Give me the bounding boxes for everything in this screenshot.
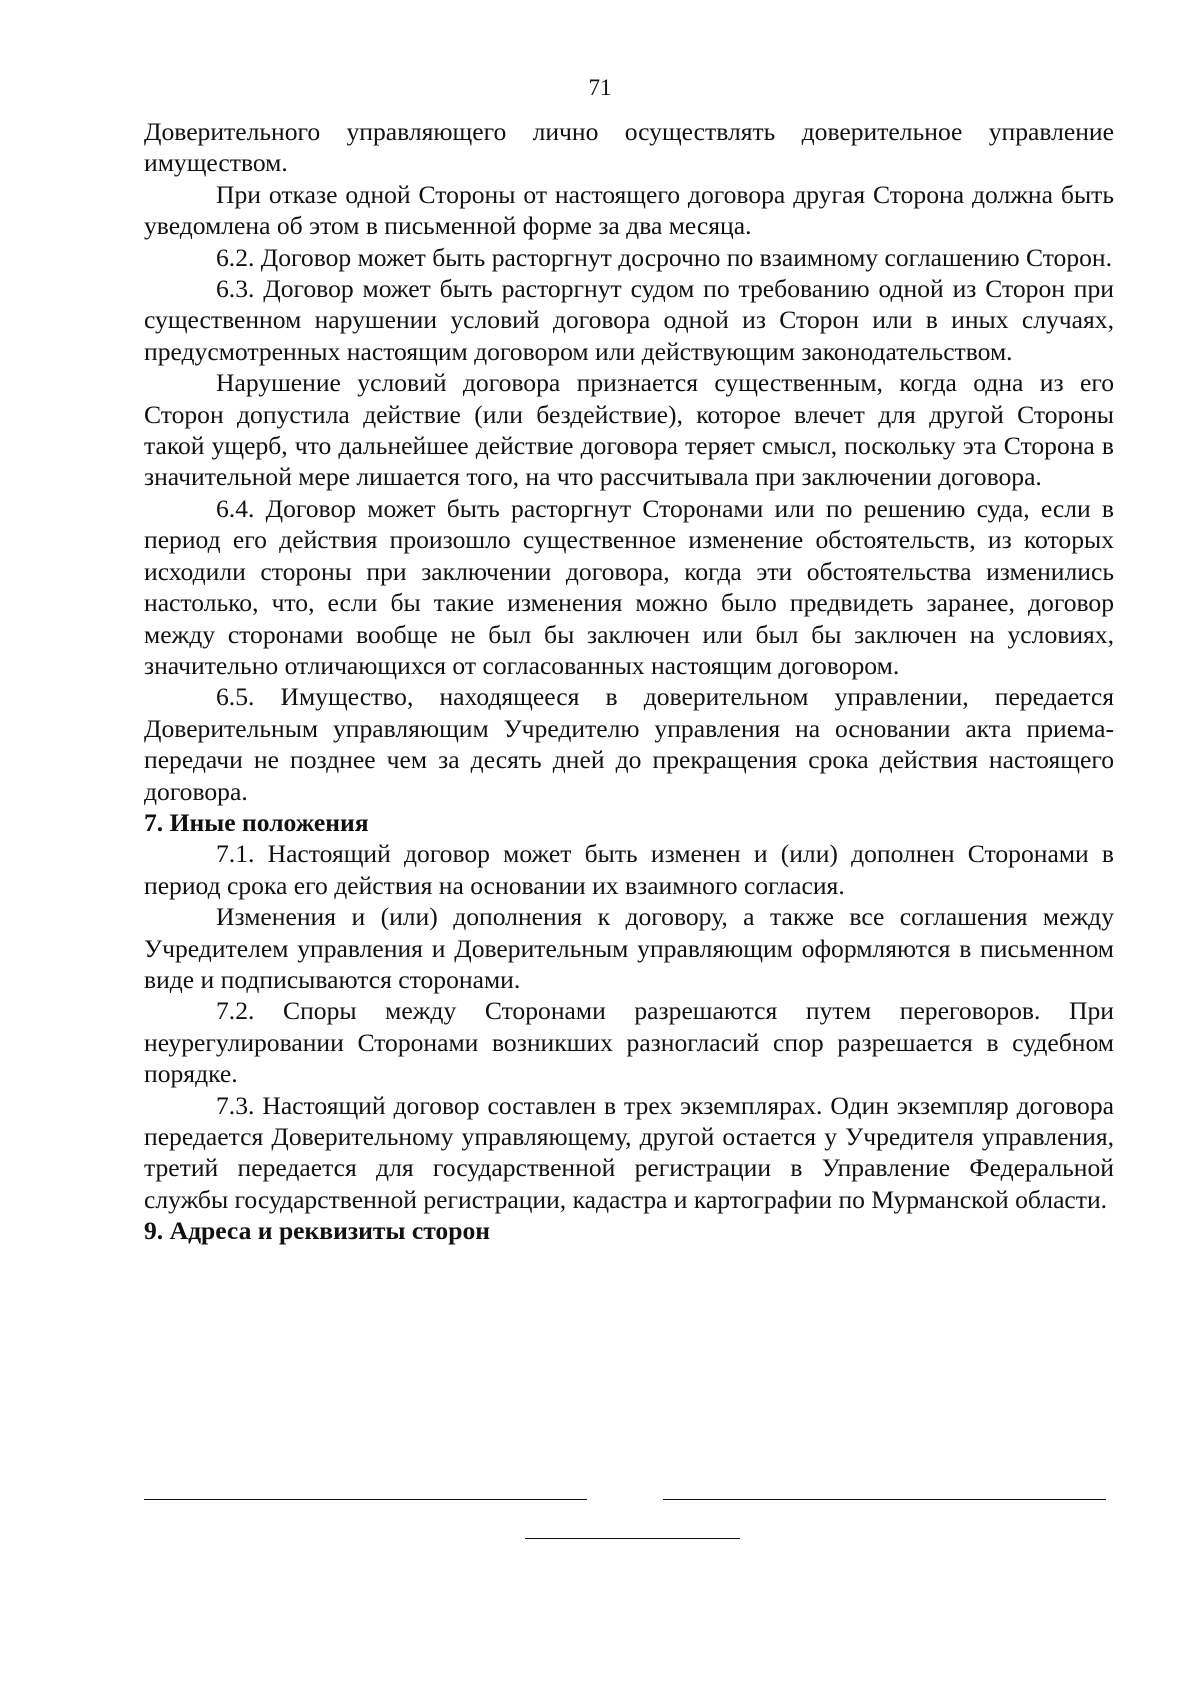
paragraph: При отказе одной Стороны от настоящего договора другая Сторона должна быть уведомлена об этом в письменной форме за два месяца. bbox=[144, 179, 1114, 241]
paragraph: Доверительного управляющего лично осуществлять доверительное управление имуществом. bbox=[144, 117, 1114, 178]
document-body bbox=[144, 116, 1114, 1247]
signature-line-center bbox=[525, 1538, 740, 1539]
clause-6-2: 6.2. Договор может быть расторгнут досрочно по взаимному соглашению Сторон. bbox=[216, 242, 1113, 272]
signature-line-left bbox=[144, 1499, 587, 1500]
paragraph: Изменения и (или) дополнения к договору, а также все соглашения между Учредителем управления и Доверительным управляющим оформляются в письменном виде и подписываются сторонами. bbox=[144, 902, 1114, 994]
section-7-heading: 7. Иные положения bbox=[144, 807, 369, 837]
clause-7-3: 7.3. Настоящий договор составлен в трех экземплярах. Один экземпляр договора передается Доверительному управляющему, другой остается у Учредителя управления, третий передается для государственной регистрации в Управление Федеральной службы государственной регистрации, кадастра и картографии по Мурманской области. bbox=[144, 1090, 1114, 1214]
signature-line-right bbox=[663, 1499, 1106, 1500]
clause-6-4: 6.4. Договор может быть расторгнут Сторонами или по решению суда, если в период его действия произошло существенное изменение обстоятельств, из которых исходили стороны при заключении договора, когда эти обстоятельства изменились настолько, что, если бы такие изменения можно было предвидеть заранее, договор между сторонами вообще не был бы заключен или был бы заключен на условиях, значительно отличающихся от согласованных настоящим договором. bbox=[144, 493, 1114, 680]
page-number: 71 bbox=[588, 75, 612, 100]
section-9-heading: 9. Адреса и реквизиты сторон bbox=[144, 1216, 491, 1246]
clause-7-2: 7.2. Споры между Сторонами разрешаются путем переговоров. При неурегулировании Сторонами возникших разногласий спор разрешается в судебном порядке. bbox=[144, 996, 1114, 1089]
clause-7-1: 7.1. Настоящий договор может быть изменен и (или) дополнен Сторонами в период срока его действия на основании их взаимного согласия. bbox=[144, 839, 1114, 900]
clause-6-5: 6.5. Имущество, находящееся в доверительном управлении, передается Доверительным управляющим Учредителю управления на основании акта приема-передачи не позднее чем за десять дней до прекращения срока действия настоящего договора. bbox=[144, 682, 1114, 806]
paragraph: Нарушение условий договора признается существенным, когда одна из его Сторон допустила действие (или бездействие), которое влечет для другой Стороны такой ущерб, что дальнейшее действие договора теряет смысл, поскольку эта Сторона в значительной мере лишается того, на что рассчитывала при заключении договора. bbox=[144, 368, 1114, 492]
clause-6-3: 6.3. Договор может быть расторгнут судом по требованию одной из Сторон при существенном нарушении условий договора одной из Сторон или в иных случаях, предусмотренных настоящим договором или действующим законодательством. bbox=[144, 274, 1114, 366]
